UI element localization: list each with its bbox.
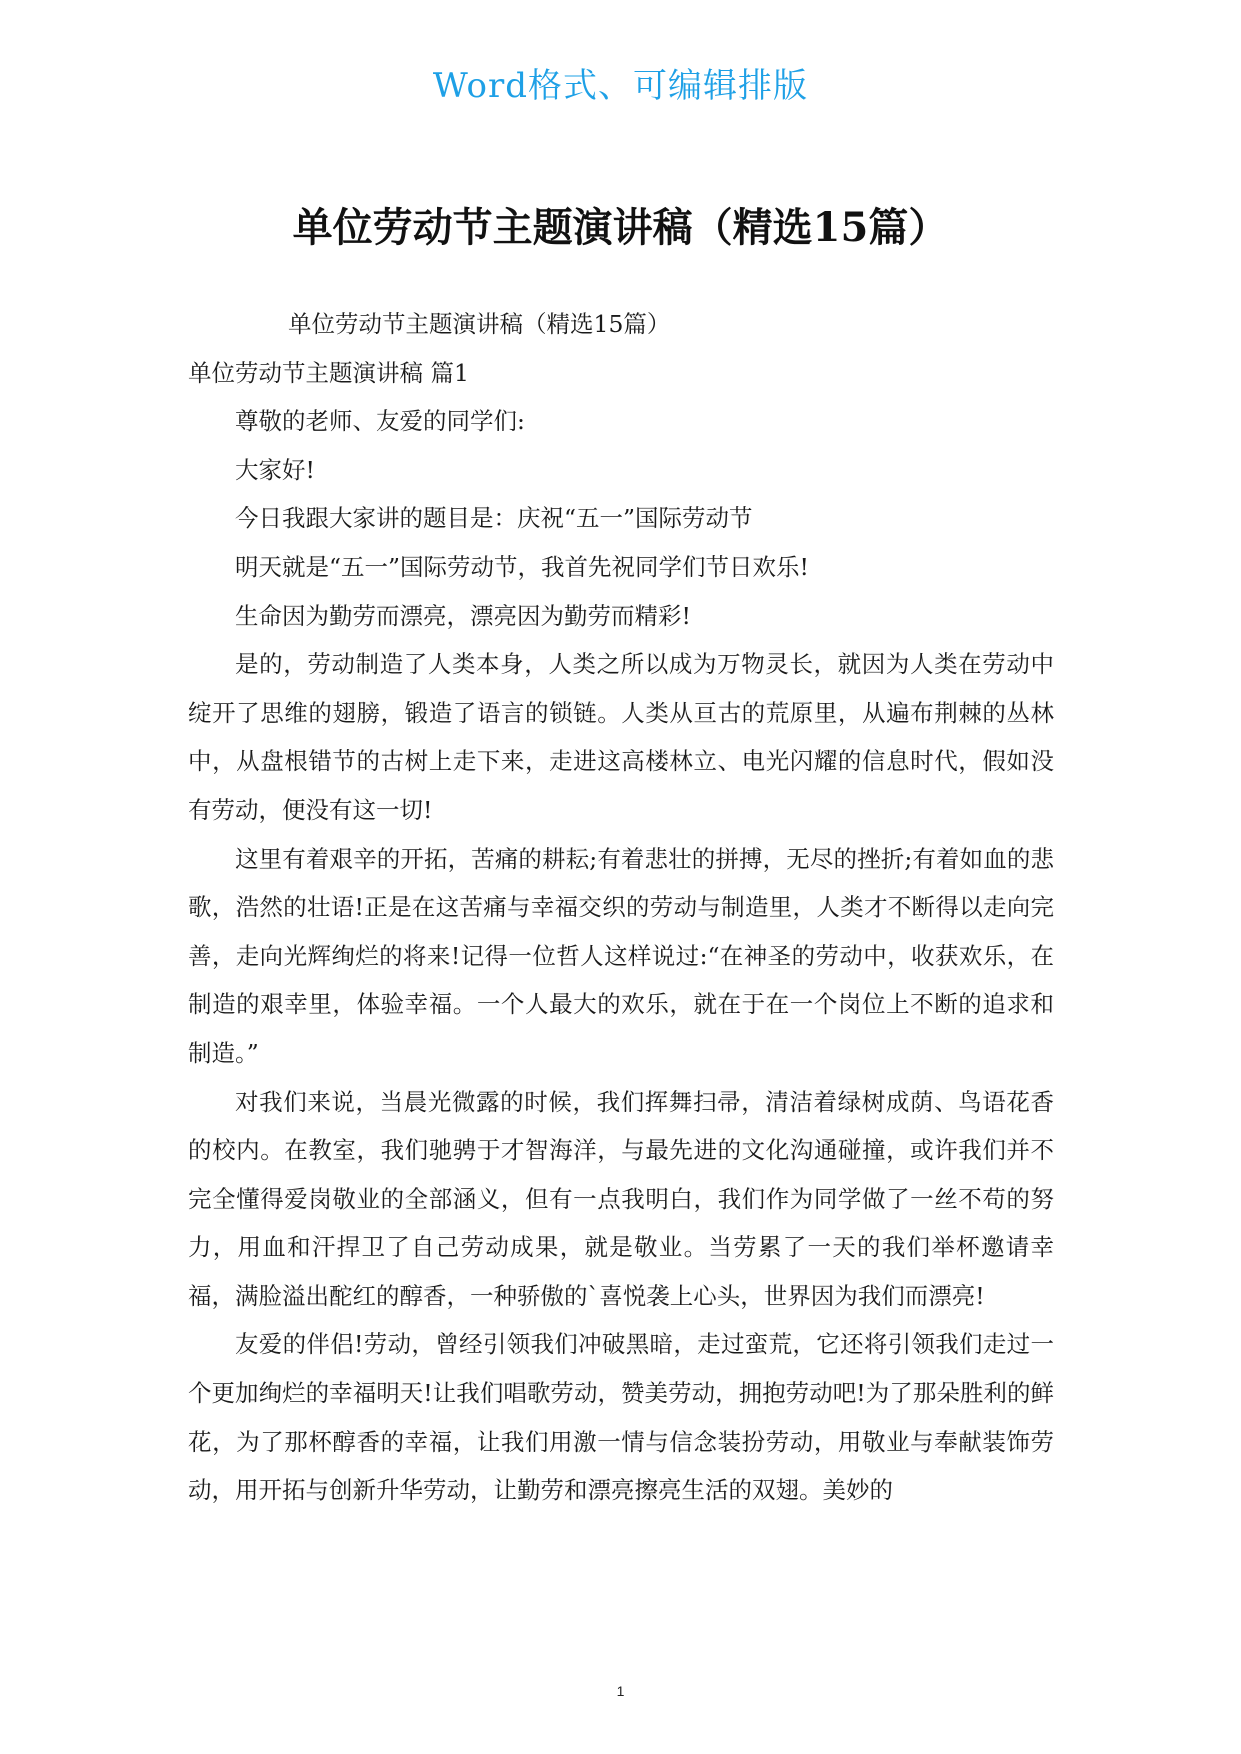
subtitle-paragraph: 单位劳动节主题演讲稿（精选15篇） [288,310,671,338]
paragraph: 对我们来说，当晨光微露的时候，我们挥舞扫帚，清洁着绿树成荫、鸟语花香的校内。在教室，我们驰骋于才智海洋，与最先进的文化沟通碰撞，或许我们并不完全懂得爱岗敬业的全部涵义，但有一点我明白，我们作为同学做了一丝不苟的努力，用血和汗捍卫了自己劳动成果，就是敬业。当劳累了一天的我们举杯邀请幸福，满脸溢出酡红的醇香，一种骄傲的`喜悦袭上心头，世界因为我们而漂亮! [188,1087,1054,1310]
paragraph: 这里有着艰辛的开拓，苦痛的耕耘;有着悲壮的拼搏，无尽的挫折;有着如血的悲歌，浩然的壮语!正是在这苦痛与幸福交织的劳动与制造里，人类才不断得以走向完善，走向光辉绚烂的将来!记得一位哲人这样说过:“在神圣的劳动中，收获欢乐，在制造的艰幸里，体验幸福。一个人最大的欢乐，就在于在一个岗位上不断的追求和制造。” [188,844,1054,1067]
paragraph: 明天就是“五一”国际劳动节，我首先祝同学们节日欢乐! [235,552,809,581]
document-body [188,300,1054,1515]
page-number: 1 [616,1683,625,1699]
paragraph: 今日我跟大家讲的题目是：庆祝“五一”国际劳动节 [235,504,753,533]
paragraph: 是的，劳动制造了人类本身，人类之所以成为万物灵长，就因为人类在劳动中绽开了思维的翅膀，锻造了语言的锁链。人类从亘古的荒原里，从遍布荆棘的丛林中，从盘根错节的古树上走下来，走进这高楼林立、电光闪耀的信息时代，假如没有劳动，便没有这一切! [188,650,1054,824]
document-header: Word格式、可编辑排版 [432,66,809,106]
paragraph: 尊敬的老师、友爱的同学们: [235,407,525,436]
paragraph: 生命因为勤劳而漂亮，漂亮因为勤劳而精彩! [235,601,691,630]
paragraph: 大家好! [235,455,315,484]
section-heading: 单位劳动节主题演讲稿 篇1 [188,358,469,387]
document-title: 单位劳动节主题演讲稿（精选15篇） [292,204,949,251]
paragraph: 友爱的伴侣!劳动，曾经引领我们冲破黑暗，走过蛮荒，它还将引领我们走过一个更加绚烂的幸福明天!让我们唱歌劳动，赞美劳动，拥抱劳动吧!为了那朵胜利的鲜花，为了那杯醇香的幸福，让我们用激一情与信念装扮劳动，用敬业与奉献装饰劳动，用开拓与创新升华劳动，让勤劳和漂亮擦亮生活的双翅。美妙的 [188,1330,1054,1505]
